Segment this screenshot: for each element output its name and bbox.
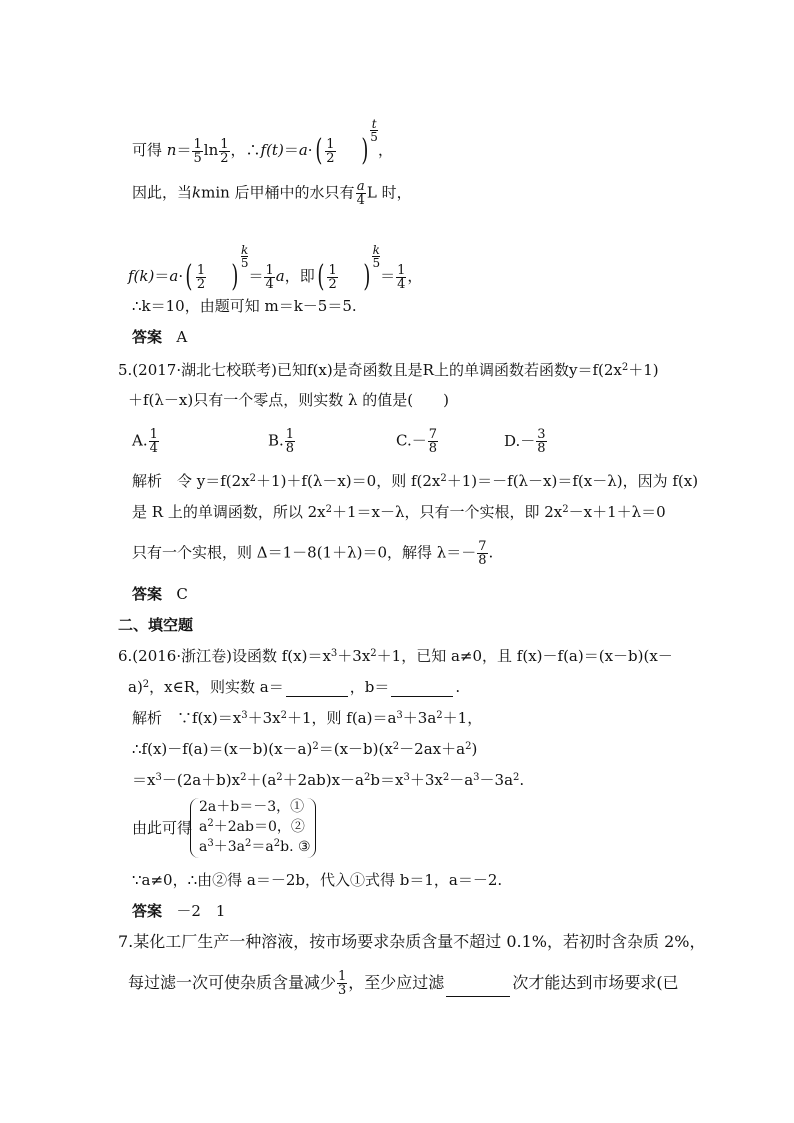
option-b: B. $\frac{1}{8}$ [268,427,295,456]
solution-6-line-2: $\therefore f(x)-f(a)=(x-b)(x-a)^2=(x-b)(x^2-2ax+a^2)$ [132,740,478,758]
solution-6-line-1: 解析 $\because f(x)=x^3+3x^2+1$，则 $f(a)=a^3+3a^2+1$， [132,709,483,727]
fraction: $\frac{1}{2}$ [196,262,206,292]
right-paren: ) [231,259,239,294]
option-c: C.－ $\frac{7}{8}$ [396,427,437,456]
answer-blank-b[interactable] [391,682,453,697]
fraction: $\frac{1}{4}$ [397,262,406,292]
fraction: $\frac{1}{5}$ [193,136,202,166]
solution-line-2: 因此，当kmin 后甲桶中的水只有 $\frac{a}{4}$ L 时， [132,179,412,208]
exponent-fraction: $\frac{t}{5}$ [370,117,378,144]
solution-line-4: ∴k＝10，由题可知 m＝k－5＝5. [132,297,357,315]
section-title: 二、填空题 [118,616,194,634]
question-6-line-1: 6.(2016·浙江卷)设函数 $f(x)=x^3+3x^2+1$，已知 a≠0，且 f(x)－f(a)＝(x－b)(x－ [118,647,673,665]
exponent-fraction: $\frac{k}{5}$ [240,243,249,270]
right-paren: ) [360,133,368,168]
left-paren: ( [185,259,193,294]
equation-3: $a^3+3a^2=a^2b$. ③ [199,838,311,855]
question-5-line-1: 5.(2017·湖北七校联考)已知f(x)是奇函数且是R上的单调函数若函数$y=f(2x^2+1)$ [118,361,659,379]
solution-line-3: f(k)＝a·( $\frac{1}{2}$ ) $\frac{k}{5}$ ＝ $\frac{1}{4}$ a，即( $\frac{1}{2}$ ) $\frac{k}{5}$ ＝ $\frac{1}{4}$ ， [128,243,423,294]
answer-line: 答案 －2 1 [132,902,226,920]
solution-5-line-1: 解析 令 $y=f(2x^2+1)+f(\lambda-x)=0$，则 $f(2x^2+1)=-f(\lambda-x)=f(x-\lambda)$，因为 f(x) [132,472,699,490]
solution-line-1: 可得 n＝ $\frac{1}{5}$ ln $\frac{1}{2}$ ，∴f(t)＝a·( $\frac{1}{2}$ ) $\frac{t}{5}$ ， [132,117,393,168]
fraction: $\frac{a}{4}$ [356,179,365,208]
system-label: 由此可得 [132,819,193,837]
fraction: $\frac{1}{2}$ [326,136,335,166]
solution-6-line-5: ∵a≠0，∴由②得 a＝－2b，代入①式得 b＝1，a＝－2. [132,871,503,889]
fraction: $\frac{1}{2}$ [328,262,337,292]
answer-line: 答案 A [132,328,188,346]
left-paren: ( [314,133,322,168]
question-7-line-2: 每过滤一次可使杂质含量减少 $\frac{1}{3}$ ，至少应过滤 次才能达到市场要求(已 [128,969,679,998]
left-brace [190,798,199,858]
solution-5-line-2: 是 R 上的单调函数，所以 $2x^2+1=x-\lambda$，只有一个实根，即 $2x^2-x+1+\lambda=0$ [132,503,666,521]
option-a: A. $\frac{1}{4}$ [132,427,158,456]
equation-system [190,798,316,860]
solution-6-line-3: $=x^3-(2a+b)x^2+(a^2+2ab)x-a^2b=x^3+3x^2-a^3-3a^2$. [132,771,525,789]
fraction: $\frac{1}{4}$ [265,262,274,292]
question-5-options [132,428,548,455]
equation-2: $a^2+2ab=0$，② [199,818,305,835]
right-paren: ) [363,259,371,294]
exponent-fraction: $\frac{k}{5}$ [372,243,381,270]
left-paren: ( [317,259,325,294]
question-7-line-1: 7.某化工厂生产一种溶液，按市场要求杂质含量不超过 0.1%，若初时含杂质 2%， [118,932,706,951]
answer-blank[interactable] [446,982,510,997]
question-6-line-2: a)$^2$，x∈R，则实数 a＝ ，b＝ . [128,678,461,696]
solution-5-line-3: 只有一个实根，则 Δ＝1－8(1＋λ)＝0，解得 λ＝－ $\frac{7}{8}$ . [132,539,494,568]
equation-1: 2a＋b＝－3，① [199,799,305,815]
fraction: $\frac{1}{2}$ [220,136,229,166]
answer-blank-a[interactable] [286,682,348,697]
option-d: D.－ $\frac{3}{8}$ [504,427,546,456]
answer-line: 答案 C [132,585,188,603]
question-5-line-2: ＋f(λ－x)只有一个零点，则实数 λ 的值是( ) [128,391,449,409]
